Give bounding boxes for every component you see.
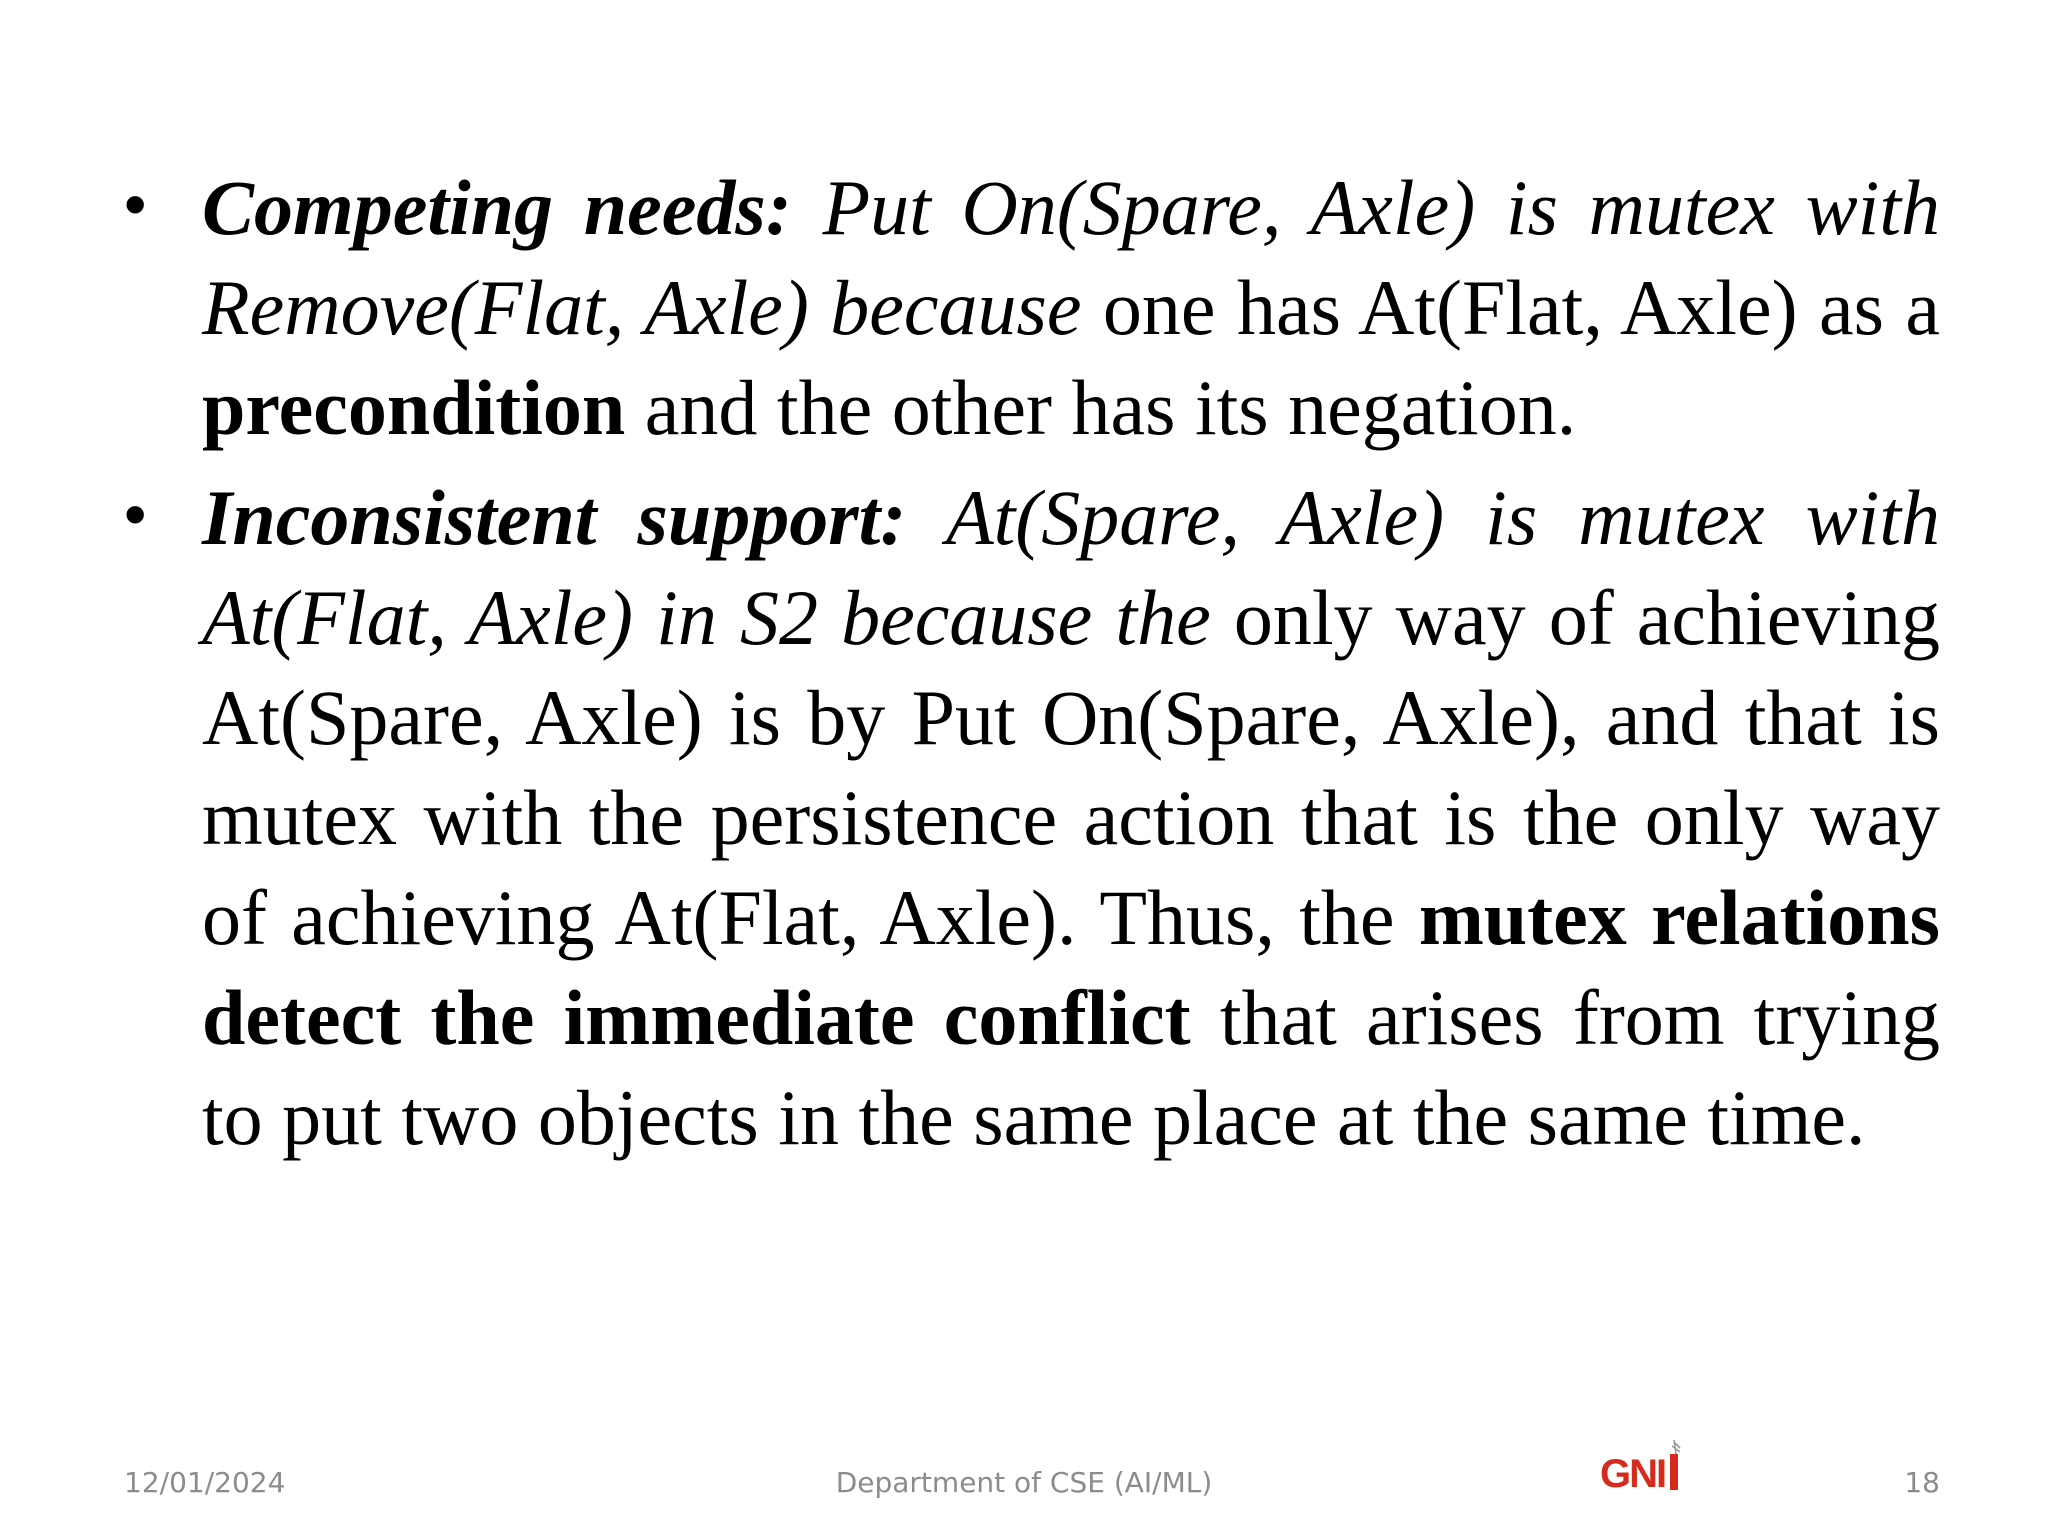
bullet-icon: • [124,478,147,550]
bullet-1-text: one has At(Flat, Axle) as a [1081,264,1940,351]
bullet-2-text-end: that arises from trying to put two objects in the same place at the same time. [202,974,1940,1161]
bullet-icon: • [124,168,147,240]
bullet-2-bold-text: mutex relations detect the immediate conflict [202,874,1940,1061]
bullet-1-italic-text: Put On(Spare, Axle) is mutex with Remove(Flat, Axle) because [202,164,1940,351]
bullet-inconsistent-support [118,468,1940,1168]
bullet-1-bold-text: precondition [202,364,626,451]
footer-page-number: 18 [1904,1466,1940,1499]
bullet-competing-needs [118,158,1940,458]
footer-department: Department of CSE (AI/ML) [835,1466,1213,1499]
logo-text: GNI [1600,1452,1666,1496]
bullet-1-term: Competing needs: [202,164,792,251]
bullet-1-text-end: and the other has its negation. [625,364,1577,451]
gni-logo-icon [1600,1438,1690,1498]
slide-body [118,158,1940,1178]
footer-date: 12/01/2024 [124,1466,286,1499]
bullet-2-italic-text: At(Spare, Axle) is mutex with At(Flat, Axle) in S2 because the [202,474,1940,661]
bullet-2-text: only way of achieving At(Spare, Axle) is by Put On(Spare, Axle), and that is mutex with the persistence action that is the only way of achieving At(Flat, Axle). Thus, the [202,574,1940,961]
bullet-2-term: Inconsistent support: [202,474,907,561]
